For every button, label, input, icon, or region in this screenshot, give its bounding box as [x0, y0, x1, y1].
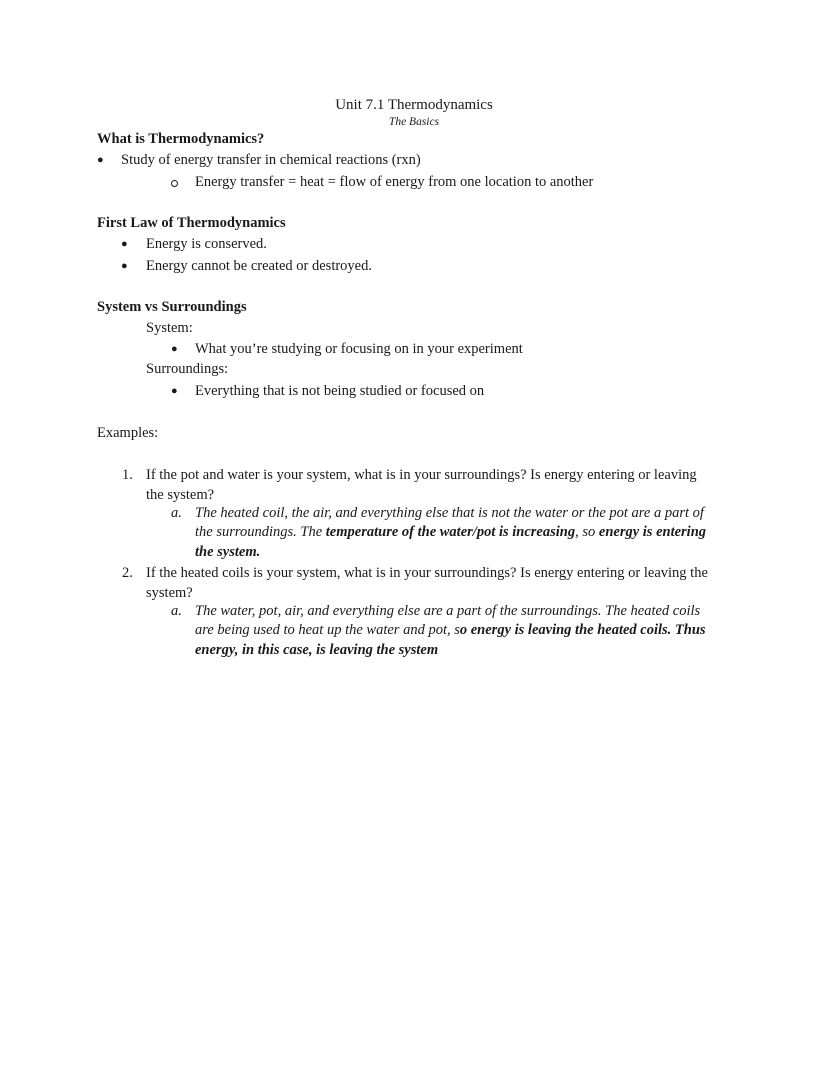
- example-question-line: the system?: [146, 487, 215, 503]
- system-label: System:: [146, 320, 193, 336]
- hollow-bullet-icon: [171, 180, 178, 187]
- answer-line: energy, in this case, is leaving the system: [195, 642, 439, 658]
- list-item: What you’re studying or focusing on in your experiment: [195, 341, 523, 357]
- answer-line: the system.: [195, 544, 261, 560]
- bullet-icon: ●: [121, 238, 128, 250]
- answer-text: are being used to heat up the water and pot, s: [195, 622, 460, 638]
- answer-emphasis: energy is entering: [598, 524, 707, 540]
- answer-line: The heated coil, the air, and everything else that is not the water or the pot are a part of: [195, 505, 704, 521]
- section-heading-what-is-thermodynamics: What is Thermodynamics?: [97, 131, 265, 147]
- document-title: Unit 7.1 Thermodynamics: [335, 97, 493, 113]
- answer-letter: a.: [171, 505, 182, 521]
- document-subtitle: The Basics: [388, 116, 440, 128]
- section-heading-first-law: First Law of Thermodynamics: [97, 215, 286, 231]
- answer-line: [195, 524, 706, 541]
- list-item: Everything that is not being studied or focused on: [195, 383, 485, 399]
- example-number: 1.: [122, 467, 133, 483]
- answer-text: the surroundings. The: [195, 524, 326, 540]
- example-question-line: system?: [146, 585, 193, 601]
- example-number: 2.: [122, 565, 133, 581]
- bullet-icon: ●: [97, 154, 104, 166]
- example-question-line: If the pot and water is your system, what is in your surroundings? Is energy entering or leaving: [146, 467, 697, 483]
- example-question-line: If the heated coils is your system, what is in your surroundings? Is energy entering or leaving the: [146, 565, 708, 581]
- answer-line: The water, pot, air, and everything else are a part of the surroundings. The heated coils: [195, 603, 701, 619]
- answer-text: , so: [575, 524, 599, 540]
- bullet-icon: ●: [171, 343, 178, 355]
- bullet-icon: ●: [121, 260, 128, 272]
- list-subitem: Energy transfer = heat = flow of energy from one location to another: [195, 174, 594, 190]
- answer-emphasis: o energy is leaving the heated coils. Thus: [459, 622, 706, 638]
- answer-line: [195, 622, 706, 639]
- list-item: Study of energy transfer in chemical reactions (rxn): [121, 152, 421, 168]
- answer-emphasis: temperature of the water/pot is increasing: [325, 524, 576, 540]
- surroundings-label: Surroundings:: [146, 361, 229, 377]
- list-item: Energy cannot be created or destroyed.: [146, 258, 372, 274]
- answer-letter: a.: [171, 603, 182, 619]
- list-item: Energy is conserved.: [146, 236, 267, 252]
- examples-label: Examples:: [97, 425, 159, 441]
- bullet-icon: ●: [171, 385, 178, 397]
- section-heading-system-vs-surroundings: System vs Surroundings: [97, 299, 247, 315]
